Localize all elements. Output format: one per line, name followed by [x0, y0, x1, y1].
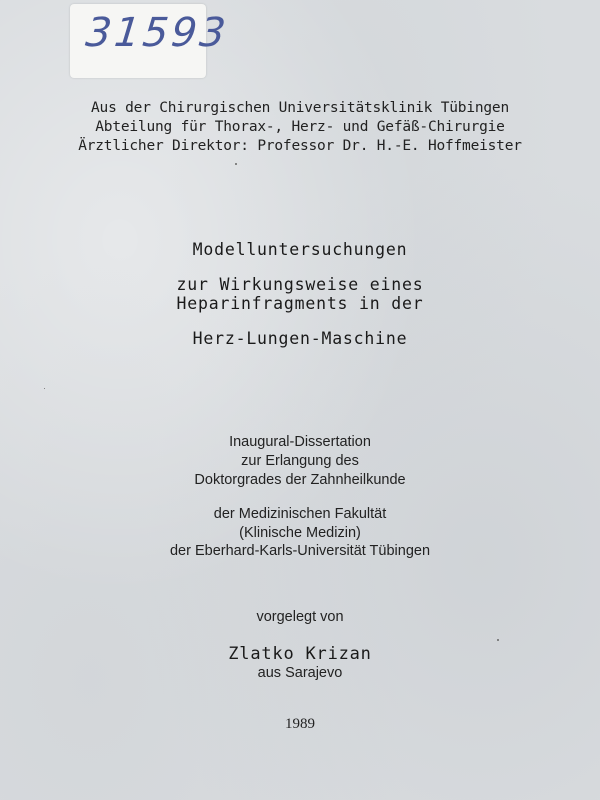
catalog-number: 31593 — [83, 10, 231, 56]
header-clinic: Aus der Chirurgischen Universitätsklinik Tübingen — [91, 100, 509, 116]
author-name: Zlatko Krizan — [228, 644, 372, 664]
publication-year: 1989 — [285, 716, 315, 732]
faculty-line-1: der Medizinischen Fakultät — [213, 506, 387, 522]
header-director: Ärztlicher Direktor: Professor Dr. H.-E. Hoffmeister — [78, 138, 522, 154]
paper-speck — [44, 388, 45, 389]
faculty-line-2: (Klinische Medizin) — [239, 525, 361, 541]
header-department: Abteilung für Thorax-, Herz- und Gefäß-Chirurgie — [95, 119, 505, 135]
title-line-2: zur Wirkungsweise eines — [176, 275, 424, 294]
presented-by: vorgelegt von — [256, 609, 344, 625]
dissertation-line-3: Doktorgrades der Zahnheilkunde — [194, 472, 406, 488]
dissertation-line-1: Inaugural-Dissertation — [229, 434, 371, 450]
title-line-3: Heparinfragments in der — [176, 294, 424, 313]
title-line-1: Modelluntersuchungen — [192, 240, 408, 259]
dissertation-line-2: zur Erlangung des — [241, 453, 359, 469]
catalog-sticker — [70, 4, 231, 78]
faculty-line-3: der Eberhard-Karls-Universität Tübingen — [169, 543, 431, 559]
paper-speck — [235, 163, 237, 165]
author-origin: aus Sarajevo — [257, 665, 343, 681]
paper-speck — [497, 639, 499, 641]
title-line-4: Herz-Lungen-Maschine — [192, 329, 408, 348]
